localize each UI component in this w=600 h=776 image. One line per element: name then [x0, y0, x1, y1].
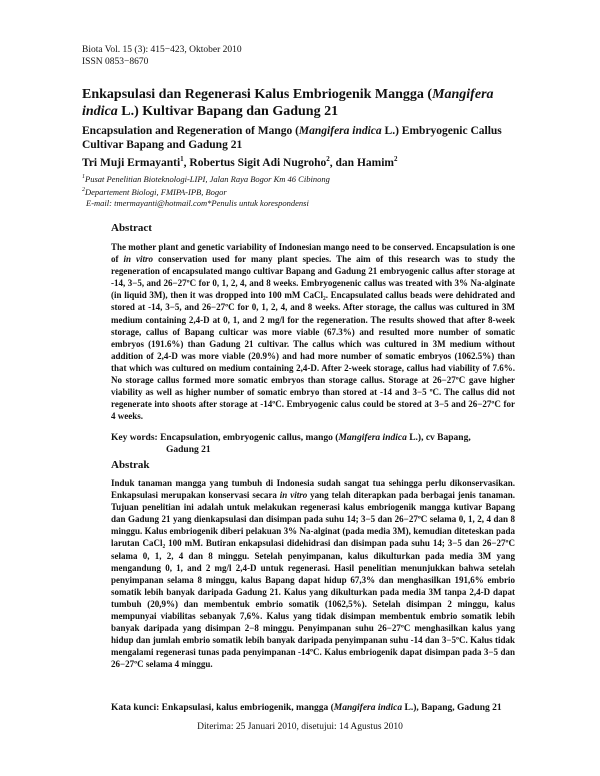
- abstract-indonesian: Induk tanaman mangga yang tumbuh di Indonesia sudah sangat tua sehingga perlu dikonservasikan. Enkapsulasi merupakan konservasi secara in vitro yang telah diterapkan pada berbagai jenis tanaman. Tujuan penelitian ini adalah untuk melakukan regenerasi kalus embriogenik mangga kutivar Bapang dan Gadung 21 yang dienkapsulasi dan disimpan pada suhu 14; 3−5 dan 26−27ºC selama 0, 1, 2, 4 dan 8 minggu. Kalus embriogenik diberi pelakuan 3% Na-alginat (pada media 3M), kemudian diteteskan pada larutan CaCl₂ 100 mM. Butiran enkapsulasi didehidrasi dan disimpan pada suhu 14; 3−5 dan 26−27ºC selama 0, 1, 2, 4 dan 8 minggu. Setelah penyimpanan, kalus dikulturkan pada media 3M yang mengandung 0, 1, and 2 mg/l 2,4-D untuk regenerasi. Hasil penelitian menunjukkan bahwa setelah penyimpanan selama 8 minggu, kalus Bapang dapat hidup 67,3% dan menghasilkan 191,6% embrio somatik lebih banyak daripada Gadung 21. Kalus yang dikulturkan pada media 3M tanpa 2,4-D dapat tumbuh (20,9%) dan membentuk embrio somatik (1062,5%). Setelah disimpan 2 minggu, kalus mempunyai viabilitas sebanyak 7,6%. Kalus yang tidak disimpan membentuk embrio somatik lebih banyak daripada yang disimpan 2−8 minggu. Penyimpanan suhu 26−27ºC menghasilkan kalus yang hidup dan jumlah embrio somatik lebih banyak daripada penyimpanan suhu -14 dan 3−5ºC. Kalus tidak mengalami regenerasi tunas pada penyimpanan -14ºC. Kalus embriogenik dapat disimpan pada 3−5 dan 26−27ºC selama 4 minggu.: [111, 478, 515, 670]
- keywords-indonesian: Kata kunci: Enkapsulasi, kalus embriogenik, mangga (Mangifera indica L.), Bapang, Gadung 21: [111, 703, 502, 713]
- abstrak-heading: Abstrak: [111, 459, 150, 471]
- contact-email: E-mail: tmermayanti@hotmail.com*Penulis untuk korespondensi: [86, 197, 309, 208]
- affiliations: [82, 172, 330, 209]
- author: Tri Muji Ermayanti: [82, 156, 181, 169]
- affiliation-2: $^2$Departement Biologi, FMIPA-IPB, Bogor: [82, 186, 227, 197]
- affiliation-1: $^1$Pusat Penelitian Bioteknologi-LIPI, Jalan Raya Bogor Km 46 Cibinong: [82, 173, 330, 184]
- species-name: Mangifera indica: [333, 703, 403, 713]
- keywords-english: Key words: Encapsulation, embryogenic callus, mango (Mangifera indica L.), cv Bapang, Gadung 21: [111, 433, 471, 455]
- author: Hamim: [356, 156, 395, 169]
- author-list: Tri Muji Ermayanti$^1$, Robertus Sigit Adi Nugroho$^2$, dan Hamim$^2$: [82, 155, 398, 169]
- species-name: Mangifera indica: [298, 125, 382, 137]
- title-english: Encapsulation and Regeneration of Mango (Mangifera indica L.) Embryogenic Callus Cultivar Bapang and Gadung 21: [82, 125, 502, 151]
- title-indonesian: Enkapsulasi dan Regenerasi Kalus Embriogenik Mangga (Mangifera indica L.) Kultivar Bapang dan Gadung 21: [82, 87, 494, 119]
- received-accepted-dates: Diterima: 25 Januari 2010, disetujui: 14 Agustus 2010: [197, 722, 403, 732]
- journal-header: [82, 44, 242, 68]
- species-name: Mangifera indica: [338, 433, 407, 443]
- author: Robertus Sigit Adi Nugroho: [189, 156, 327, 169]
- abstract-heading: Abstract: [111, 222, 152, 234]
- journal-citation: Biota Vol. 15 (3): 415−423, Oktober 2010: [82, 45, 242, 55]
- issn: ISSN 0853−8670: [82, 57, 149, 67]
- species-name: Mangifera indica: [82, 87, 494, 119]
- abstract-english: The mother plant and genetic variability of Indonesian mango need to be conserved. Encapsulation is one of in vitro conservation used for many plant species. The aim of this research was to study the regeneration of encapsulated mango cultivar Bapang and Gadung 21 embryogenic callus after storage at -14, 3−5, and 26−27ºC for 0, 1, 2, 4, and 8 weeks. Embryogenenic callus was treated with 3% Na-alginate (in liquid 3M), then it was dropped into 100 mM CaCl₂. Encapsulated callus beads were dehidrated and stored at -14, 3−5, and 26−27ºC for 0, 1, 2, 4, and 8 weeks. After storage, the callus was cultured in 3M medium containing 2,4-D at 0, 1, and 2 mg/l for the regeneration. The results showed that after 8-week storage, callus of Bapang culticar was more viable (67.3%) and resulted more number of somatic embryos (191.6%) than Gadung 21 cultivar. The callus which was cultured in 3M medium without addition of 2,4-D was more viable (20.9%) and had more number of somatic embryos (1062.5%) than that which was cultured on medium containing 2,4-D. After 2-week storage, callus had viability of 7.6%. No storage callus formed more somatic embryos than storage callus. Storage at 26−27ºC gave higher viability as well as higher number of somatic embryo than stored at -14 and 3−5 ºC. The callus did not regenerate into shoots after storage at -14ºC. Embryogenic calus could be stored at 3−5 and 26−27ºC for 4 weeks.: [111, 242, 515, 422]
